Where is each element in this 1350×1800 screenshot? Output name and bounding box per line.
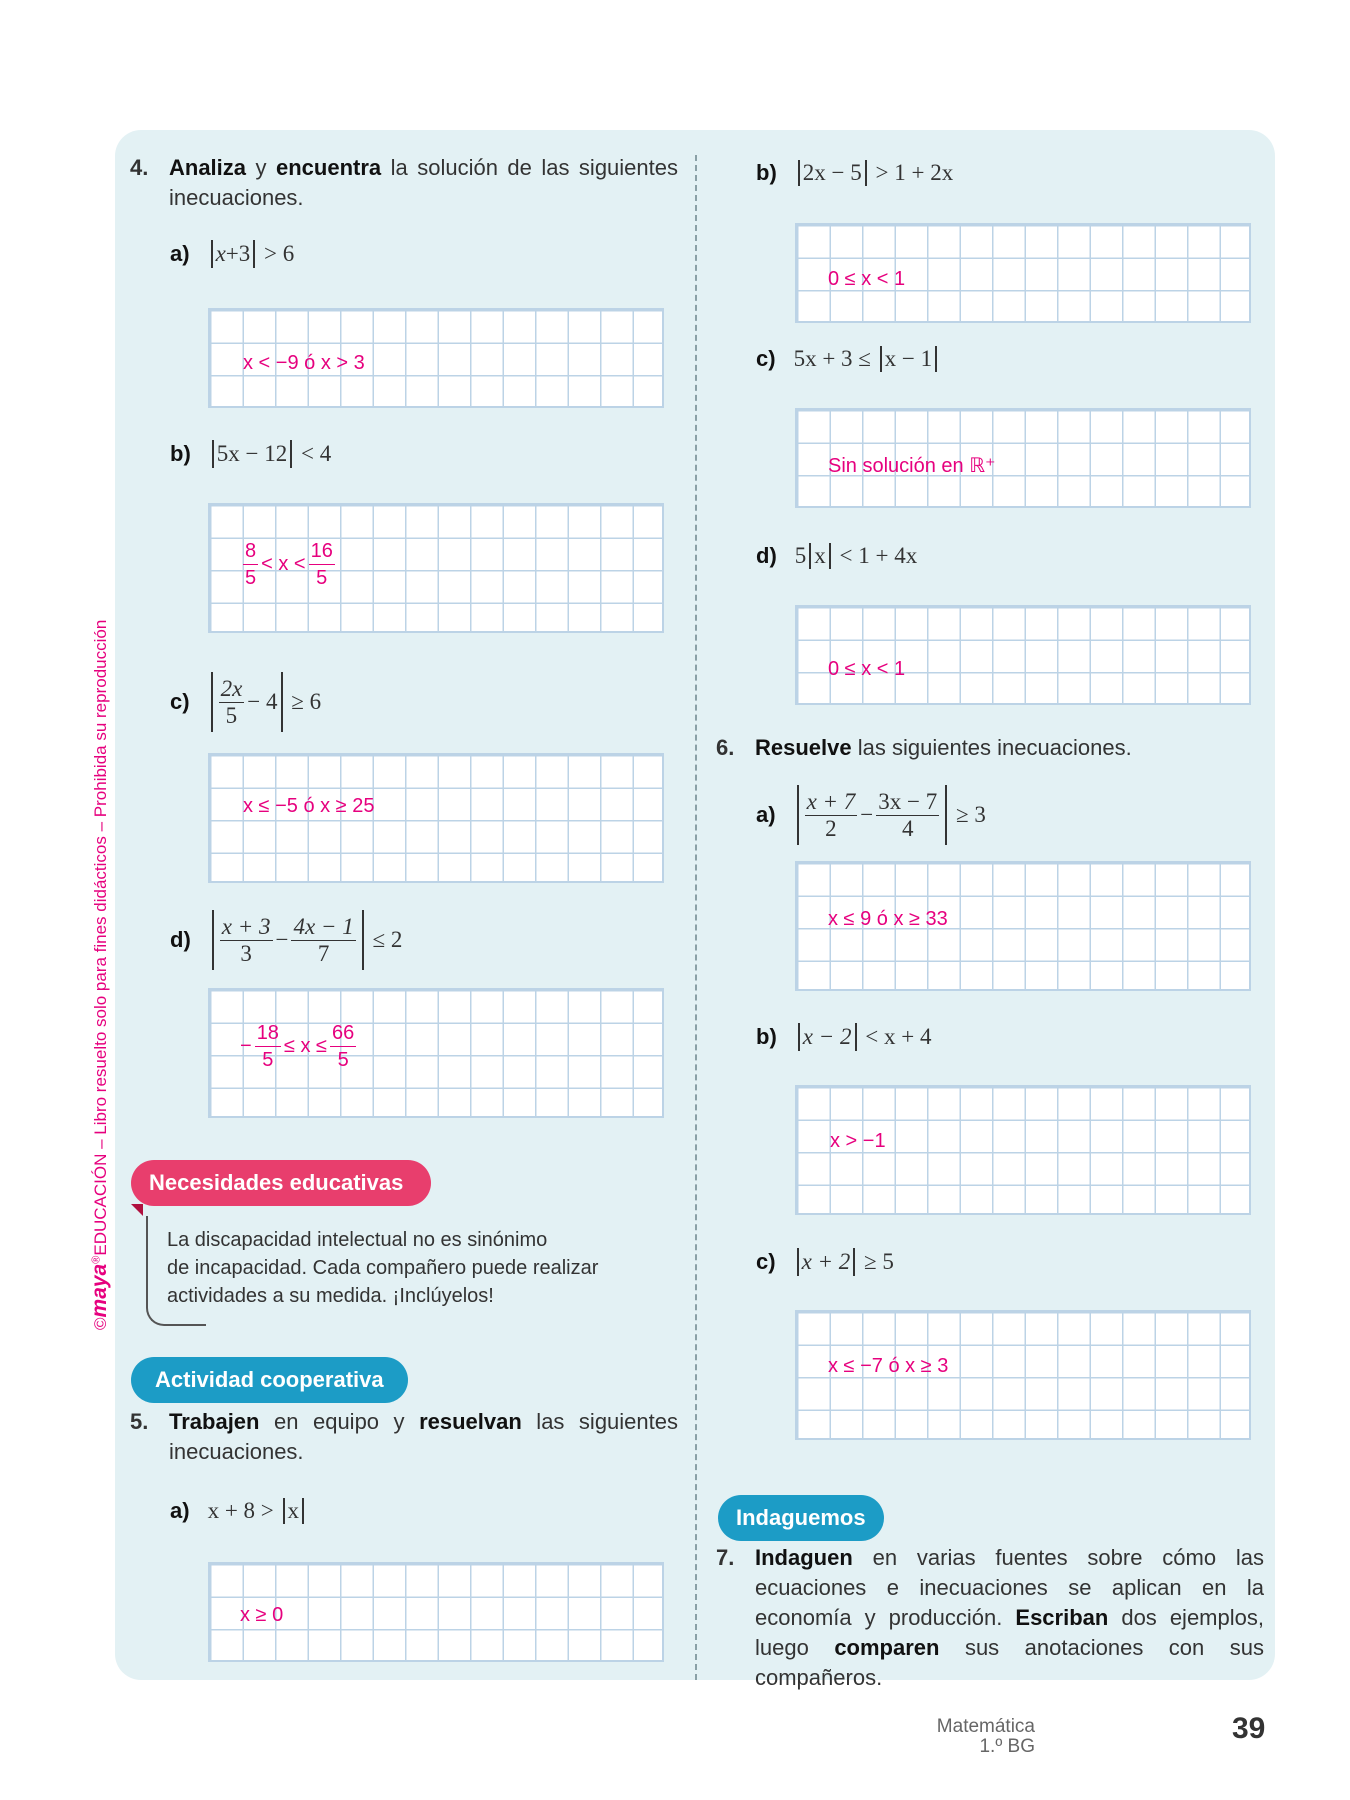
exercise-4a: a) x +3 > 6 xyxy=(170,241,295,266)
copyright-text: EDUCACIÓN – Libro resuelto solo para fines didácticos – Prohibida su reproducción xyxy=(91,619,110,1256)
instruction-verb: encuentra xyxy=(275,155,382,180)
answer-5a: x ≥ 0 xyxy=(240,1604,284,1626)
copyright-sidebar xyxy=(88,620,112,1330)
needs-banner: Necesidades educativas xyxy=(131,1160,431,1206)
answer-5d: 0 ≤ x < 1 xyxy=(828,658,906,680)
exercise-6b: b) x − 2 < x + 4 xyxy=(756,1024,932,1049)
question-7: 7. Indaguen en varias fuentes sobre cómo las ecuaciones e inecuaciones se aplican en la economía y producción. Escriban dos ejemplos, luego comparen sus anotaciones con sus compañeros. xyxy=(716,1545,1264,1690)
exercise-5d: d) 5 x < 1 + 4x xyxy=(756,543,918,568)
exercise-4c: c) $\frac{2x}{5}$ − 4 ≥ 6 xyxy=(170,672,321,732)
grade-label: 1.º BG xyxy=(979,1736,1035,1757)
publisher-brand: maya xyxy=(88,1263,111,1318)
copyright-symbol: © xyxy=(91,1317,110,1330)
answer-6b: x > −1 xyxy=(830,1130,886,1152)
question-6 xyxy=(716,733,1256,763)
answer-4b: $\frac{8}{5}$ < x < $\frac{16}{5}$ xyxy=(245,540,333,589)
exercise-6a: a) $\frac{x + 7}{2}$ − $\frac{3x - 7}{4}$ ≥ 3 xyxy=(756,785,986,845)
exercise-5a: a) x + 8 > x xyxy=(170,1498,307,1524)
exercise-4d: d) $\frac{x + 3}{3}$ − $\frac{4x - 1}{7}$ ≤ 2 xyxy=(170,910,402,970)
page-number: 39 xyxy=(1232,1712,1266,1745)
instruction-verb: Indaguen xyxy=(755,1545,853,1570)
answer-4d: − $\frac{18}{5}$ ≤ x ≤ $\frac{66}{5}$ xyxy=(240,1022,355,1071)
instruction-verb: Escriban xyxy=(1015,1605,1109,1630)
question-number: 5. xyxy=(130,1409,149,1434)
answer-5b: 0 ≤ x < 1 xyxy=(828,268,906,290)
exercise-5b: b) 2x − 5 > 1 + 2x xyxy=(756,160,954,185)
question-text: la solución de las siguientes inecuaciones. xyxy=(169,155,678,210)
instruction-verb: Analiza xyxy=(169,155,247,180)
answer-grid-4c[interactable] xyxy=(208,753,664,883)
exercise-5c: c) 5x + 3 ≤ x − 1 xyxy=(756,346,940,372)
question-number: 6. xyxy=(716,735,735,760)
answer-5c: Sin solución en ℝ⁺ xyxy=(828,455,996,477)
question-number: 4. xyxy=(130,155,149,180)
answer-4a: x < −9 ó x > 3 xyxy=(243,352,365,374)
cooperative-banner: Actividad cooperativa xyxy=(131,1357,408,1403)
question-text: las siguientes inecuaciones. xyxy=(851,735,1132,760)
subject-name: Matemática xyxy=(936,1716,1035,1737)
question-text: las siguientes inecuaciones. xyxy=(169,1409,679,1464)
registered-mark: ® xyxy=(90,1255,103,1264)
exercise-6c: c) x + 2 ≥ 5 xyxy=(756,1249,894,1274)
answer-6a: x ≤ 9 ó x ≥ 33 xyxy=(828,908,948,930)
answer-grid-5d[interactable] xyxy=(795,605,1251,705)
answer-4c: x ≤ −5 ó x ≥ 25 xyxy=(243,795,375,817)
instruction-verb: resuelvan xyxy=(419,1409,522,1434)
instruction-verb: Trabajen xyxy=(169,1409,260,1434)
instruction-verb: Resuelve xyxy=(755,735,852,760)
answer-6c: x ≤ −7 ó x ≥ 3 xyxy=(828,1355,949,1377)
question-number: 7. xyxy=(716,1545,735,1570)
question-5: 5. Trabajen en equipo y resuelvan las siguientes inecuaciones. xyxy=(130,1409,679,1464)
instruction-verb: comparen xyxy=(834,1635,940,1660)
banner-fold xyxy=(131,1204,143,1216)
inquiry-banner: Indaguemos xyxy=(718,1495,884,1541)
footer-subject xyxy=(937,1717,1035,1757)
needs-note: La discapacidad intelectual no es sinónimo de incapacidad. Cada compañero puede realizar actividades a su medida. ¡Inclúyelos! xyxy=(167,1229,599,1307)
question-4: 4. Analiza y encuentra la solución de las siguientes inecuaciones. xyxy=(130,155,678,210)
column-divider xyxy=(695,155,697,1680)
exercise-4b: b) 5x − 12 < 4 xyxy=(170,441,332,466)
